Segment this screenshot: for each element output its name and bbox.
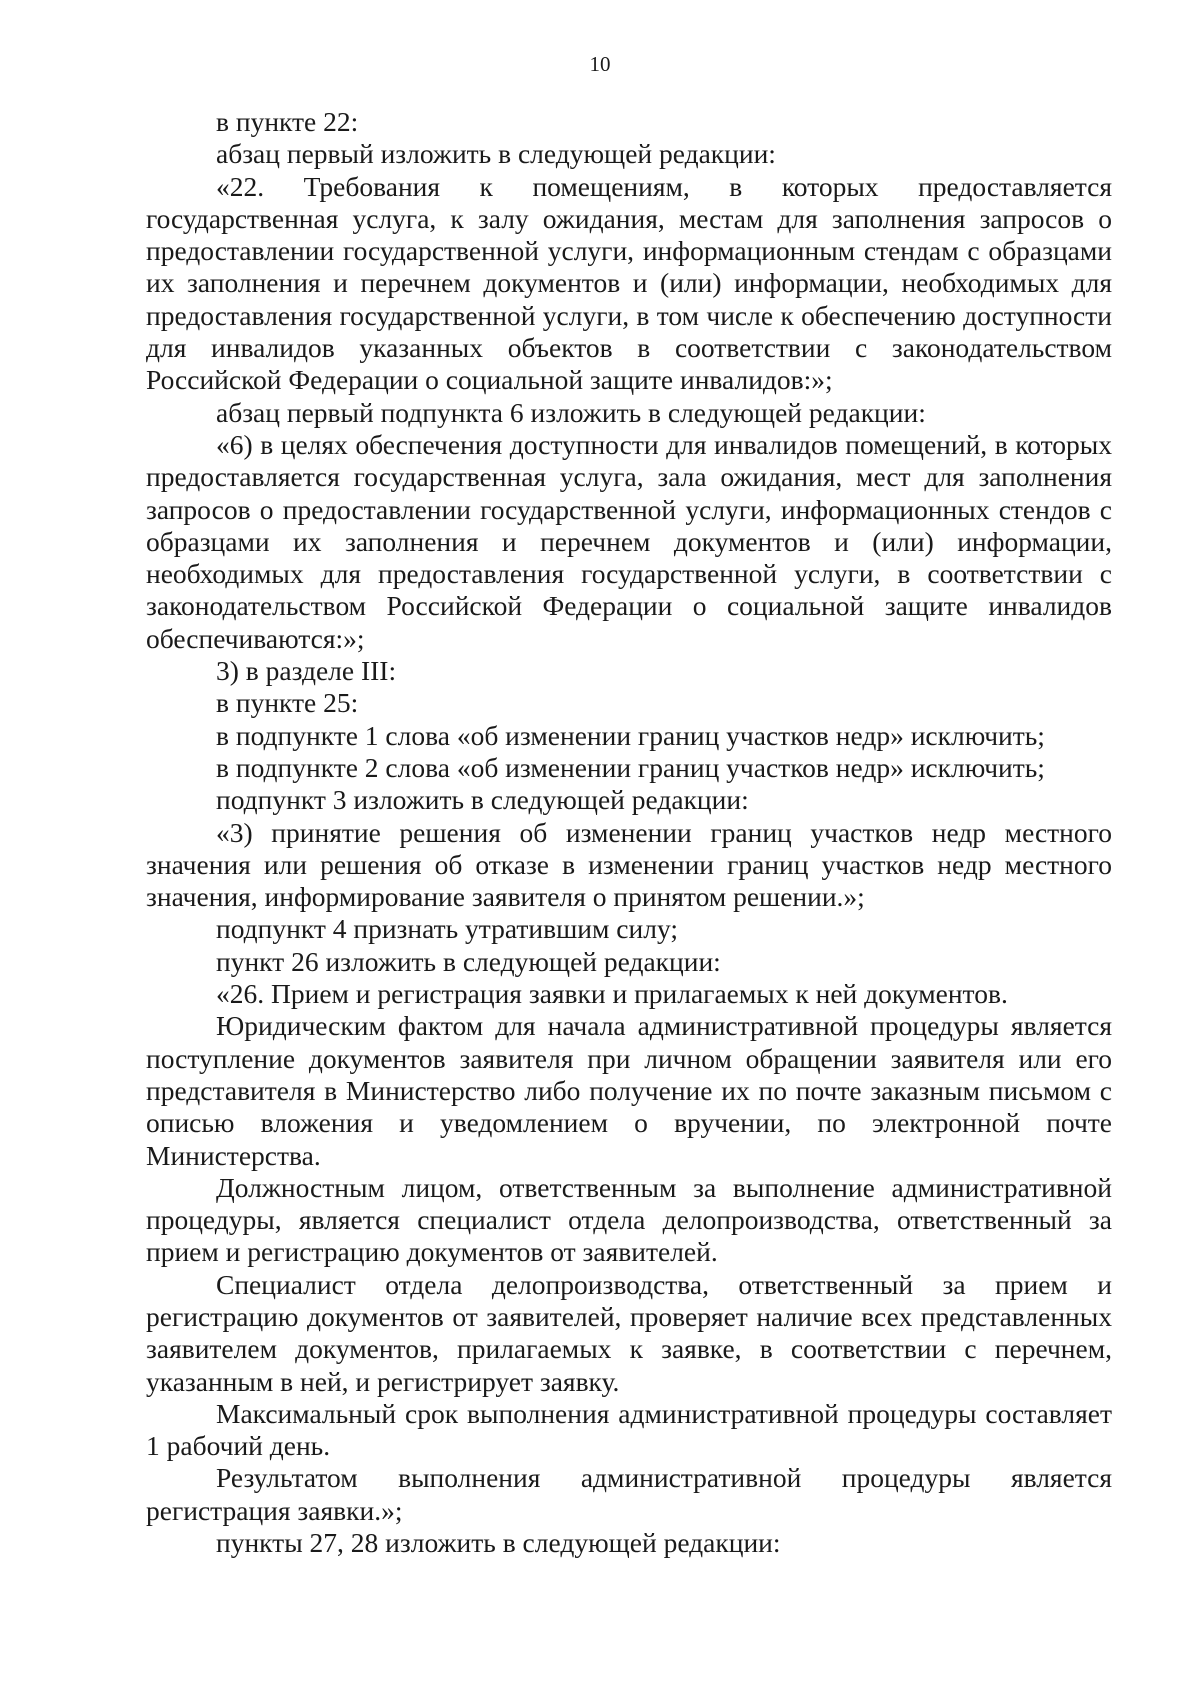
paragraph: абзац первый изложить в следующей редакции: (216, 138, 776, 170)
paragraph: Юридическим фактом для начала административной процедуры является поступление документов заявителя при личном обращении заявителя или его представителя в Министерство либо получение их по почте заказным письмом с описью вложения и уведомлением о вручении, по электронной почте Министерства. (146, 1010, 1112, 1171)
paragraph: подпункт 4 признать утратившим силу; (216, 913, 678, 945)
paragraph: в подпункте 1 слова «об изменении границ участков недр» исключить; (216, 719, 1045, 751)
paragraph: «26. Прием и регистрация заявки и прилагаемых к ней документов. (216, 978, 1008, 1010)
paragraph: «22. Требования к помещениям, в которых предоставляется государственная услуга, к залу ожидания, местам для заполнения запросов о предоставлении государственной услуги, информационным стендам с образцами их заполнения и перечнем документов и (или) информации, необходимых для предоставления государственной услуги, в том числе к обеспечению доступности для инвалидов указанных объектов в соответствии с законодательством Российской Федерации о социальной защите инвалидов:»; (146, 170, 1112, 396)
paragraph: «6) в целях обеспечения доступности для инвалидов помещений, в которых предоставляется государственная услуга, зала ожидания, мест для заполнения запросов о предоставлении государственной услуги, информационных стендов с образцами их заполнения и перечнем документов и (или) информации, необходимых для предоставления государственной услуги, в соответствии с законодательством Российской Федерации о социальной защите инвалидов обеспечиваются:»; (146, 428, 1112, 654)
paragraph: в подпункте 2 слова «об изменении границ участков недр» исключить; (216, 751, 1045, 783)
paragraph: в пункте 25: (216, 687, 359, 719)
paragraph: в пункте 22: (216, 106, 359, 137)
document-body (146, 106, 1112, 1559)
paragraph: пункты 27, 28 изложить в следующей редакции: (216, 1527, 781, 1559)
paragraph: абзац первый подпункта 6 изложить в следующей редакции: (216, 396, 926, 428)
paragraph: пункт 26 изложить в следующей редакции: (216, 945, 721, 977)
paragraph: Специалист отдела делопроизводства, ответственный за прием и регистрацию документов от заявителей, проверяет наличие всех представленных заявителем документов, прилагаемых к заявке, в соответствии с перечнем, указанным в ней, и регистрирует заявку. (146, 1268, 1112, 1397)
paragraph: 3) в разделе III: (216, 655, 397, 687)
paragraph: Результатом выполнения административной процедуры является регистрация заявки.»; (146, 1462, 1112, 1526)
paragraph: Должностным лицом, ответственным за выполнение административной процедуры, является специалист отдела делопроизводства, ответственный за прием и регистрацию документов от заявителей. (146, 1171, 1112, 1268)
paragraph: «3) принятие решения об изменении границ участков недр местного значения или решения об отказе в изменении границ участков недр местного значения, информирование заявителя о принятом решении.»; (146, 816, 1112, 913)
page-number: 10 (589, 52, 611, 76)
paragraph: Максимальный срок выполнения административной процедуры составляет 1 рабочий день. (146, 1397, 1112, 1462)
paragraph: подпункт 3 изложить в следующей редакции: (216, 784, 749, 816)
